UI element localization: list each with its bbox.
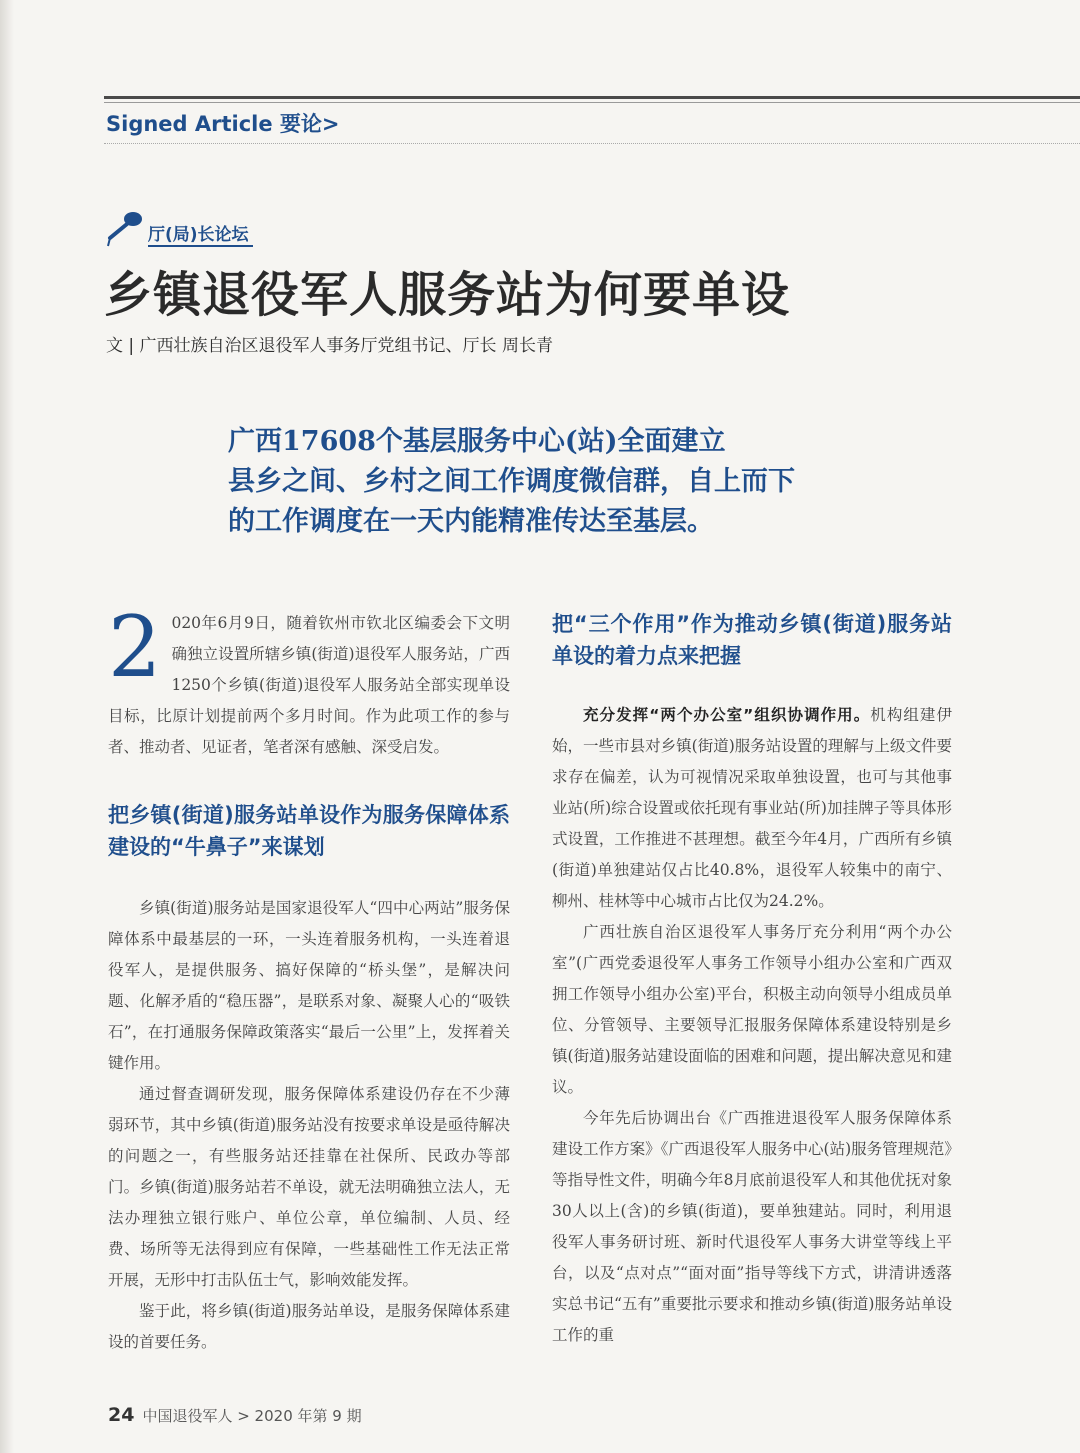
page-edge-shadow (0, 0, 14, 1453)
lead-line: 广西17608个基层服务中心(站)全面建立 (228, 426, 726, 457)
body-paragraph: 鉴于此，将乡镇(街道)服务站单设，是服务保障体系建设的首要任务。 (108, 1302, 510, 1351)
lead-line: 的工作调度在一天内能精准传达至基层。 (228, 506, 714, 537)
body-paragraph: 通过督查调研发现，服务保障体系建设仍存在不少薄弱环节，其中乡镇(街道)服务站没有按要求单设是亟待解决的问题之一，有些服务站还挂靠在社保所、民政办等部门。乡镇(街道)服务站若不单设，就无法明确独立法人，无法办理独立银行账户、单位公章，单位编制、人员、经费、场所等无法得到应有保障，一些基础性工作无法正常开展，无形中打击队伍士气，影响效能发挥。 (108, 1085, 510, 1289)
header-rule (104, 96, 1080, 99)
left-column (108, 598, 510, 1358)
paragraph-text: 机构组建伊始，一些市县对乡镇(街道)服务站设置的理解与上级文件要求存在偏差，认为可视情况采取单独设置，也可与其他事业站(所)综合设置或依托现有事业站(所)加挂牌子等具体形式设置，工作推进不甚理想。截至今年4月，广西所有乡镇(街道)单独建站仅占比40.8%，退役军人较集中的南宁、柳州、桂林等中心城市占比仅为24.2%。 (552, 706, 952, 910)
body-paragraph (552, 700, 952, 917)
body-paragraph: 今年先后协调出台《广西推进退役军人服务保障体系建设工作方案》《广西退役军人服务中心(站)服务管理规范》等指导性文件，明确今年8月底前退役军人和其他优抚对象30人以上(含)的乡镇(街道)，要单独建站。同时，利用退役军人事务研讨班、新时代退役军人事务大讲堂等线上平台，以及“点对点”“面对面”指导等线下方式，讲清讲透落实总书记“五有”重要批示要求和推动乡镇(街道)服务站单设工作的重 (552, 1109, 952, 1344)
body-paragraph: 广西壮族自治区退役军人事务厅充分利用“两个办公室”(广西党委退役军人事务工作领导小组办公室和广西双拥工作领导小组办公室)平台，积极主动向领导小组成员单位、分管领导、主要领导汇报服务保障体系建设特别是乡镇(街道)服务站建设面临的困难和问题，提出解决意见和建议。 (552, 923, 952, 1096)
article-byline: 文 | 广西壮族自治区退役军人事务厅党组书记、厅长 周长青 (106, 336, 553, 356)
header-dotted-rule (104, 143, 1080, 144)
intro-text: 020年6月9日，随着钦州市钦北区编委会下文明确独立设置所辖乡镇(街道)退役军人服务站，广西1250个乡镇(街道)退役军人服务站全部实现单设目标，比原计划提前两个多月时间。作为此项工作的参与者、推动者、见证者，笔者深有感触、深受启发。 (108, 614, 510, 756)
right-column (552, 608, 952, 1351)
header-rule-thin (104, 102, 1080, 103)
intro-paragraph (108, 598, 510, 763)
forum-label: 厅(局)长论坛 (148, 220, 253, 247)
article-title: 乡镇退役军人服务站为何要单设 (104, 267, 791, 323)
publication-info: 中国退役军人 > 2020 年第 9 期 (142, 1407, 362, 1425)
paragraph-lead-in: 充分发挥“两个办公室”组织协调作用。 (583, 706, 871, 724)
body-paragraph: 乡镇(街道)服务站是国家退役军人“四中心两站”服务保障体系中最基层的一环，一头连着服务机构，一头连着退役军人，是提供服务、搞好保障的“桥头堡”，是解决问题、化解矛盾的“稳压器”，是联系对象、凝聚人心的“吸铁石”，在打通服务保障政策落实“最后一公里”上，发挥着关键作用。 (108, 899, 510, 1072)
microphone-icon (106, 208, 146, 248)
lead-line: 县乡之间、乡村之间工作调度微信群，自上而下 (228, 466, 795, 497)
page-footer (108, 1404, 362, 1426)
drop-cap: 2 (108, 598, 162, 696)
subheading-left: 把乡镇(街道)服务站单设作为服务保障体系建设的“牛鼻子”来谋划 (108, 803, 510, 859)
lead-quote (228, 422, 868, 542)
subheading-right: 把“三个作用”作为推动乡镇(街道)服务站单设的着力点来把握 (552, 612, 952, 668)
section-label: Signed Article 要论> (106, 112, 340, 136)
page-number: 24 (108, 1404, 135, 1426)
